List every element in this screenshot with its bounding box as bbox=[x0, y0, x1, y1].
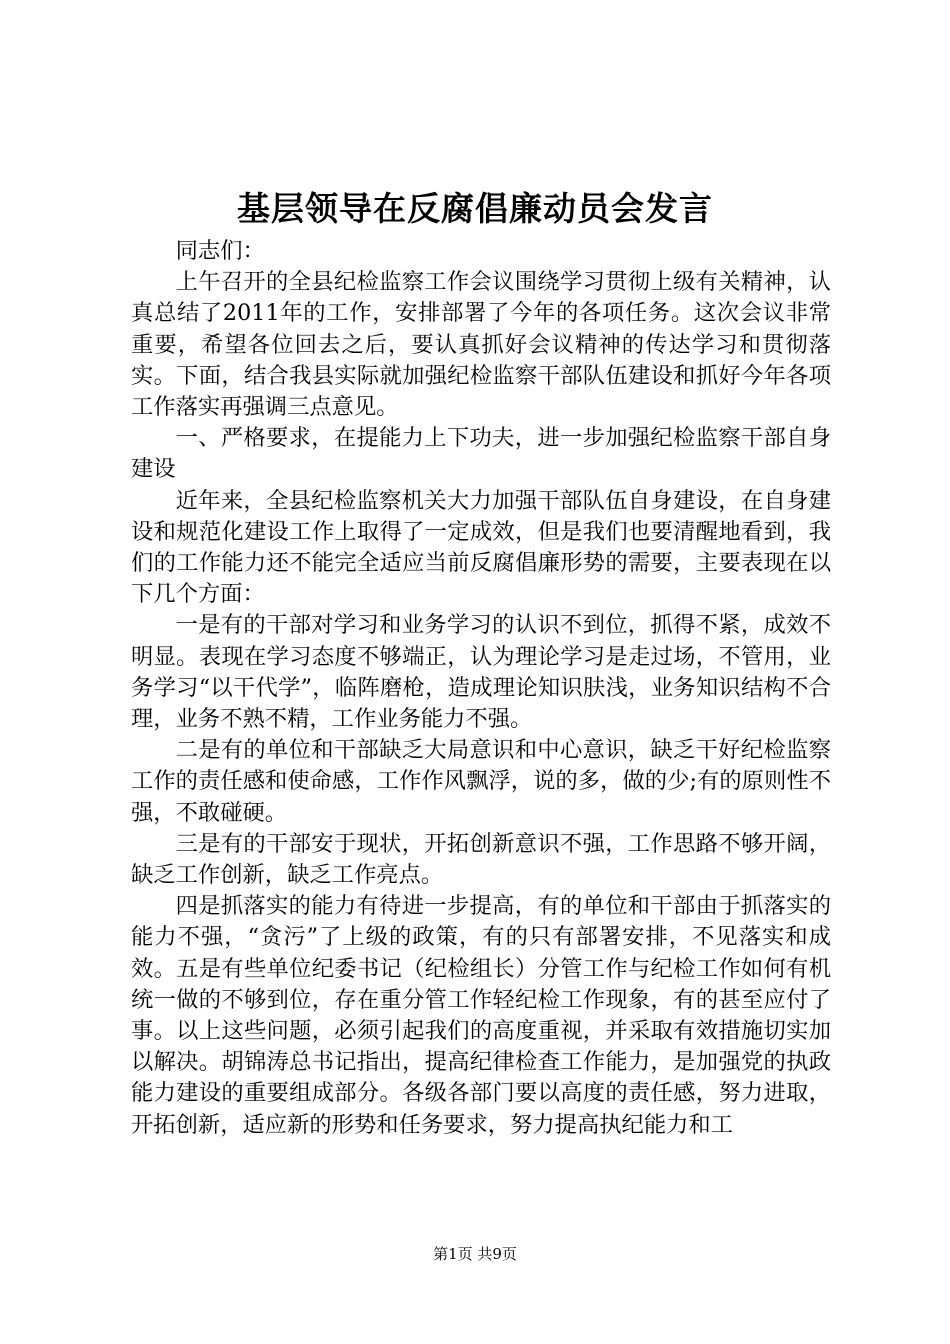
document-title: 基层领导在反腐倡廉动员会发言 bbox=[237, 189, 713, 228]
page-number-footer: 第1页 共9页 bbox=[433, 1245, 517, 1263]
body-paragraph: 近年来，全县纪检监察机关大力加强干部队伍自身建设，在自身建设和规范化建设工作上取得了一定成效，但是我们也要清醒地看到，我们的工作能力还不能完全适应当前反腐倡廉形势的需要，主要表现在以下几个方面： bbox=[131, 487, 831, 608]
body-paragraph: 三是有的干部安于现状，开拓创新意识不强，工作思路不够开阔，缺乏工作创新，缺乏工作亮点。 bbox=[131, 830, 831, 889]
section-heading-1: 一、严格要求，在提能力上下功夫，进一步加强纪检监察干部自身建设 bbox=[131, 425, 831, 483]
body-paragraph: 一是有的干部对学习和业务学习的认识不到位，抓得不紧，成效不明显。表现在学习态度不够端正，认为理论学习是走过场，不管用，业务学习“以干代学”，临阵磨枪，造成理论知识肤浅，业务知识结构不合理，业务不熟不精，工作业务能力不强。 bbox=[131, 612, 831, 733]
intro-paragraph: 上午召开的全县纪检监察工作会议围绕学习贯彻上级有关精神，认真总结了2011年的工作，安排部署了今年的各项任务。这次会议非常重要，希望各位回去之后，要认真抓好会议精神的传达学习和贯彻落实。下面，结合我县实际就加强纪检监察干部队伍建设和抓好今年各项工作落实再强调三点意见。 bbox=[131, 269, 831, 421]
body-paragraph: 二是有的单位和干部缺乏大局意识和中心意识，缺乏干好纪检监察工作的责任感和使命感，工作作风飘浮，说的多，做的少;有的原则性不强，不敢碰硬。 bbox=[131, 737, 831, 826]
body-paragraph: 四是抓落实的能力有待进一步提高，有的单位和干部由于抓落实的能力不强，“贪污”了上级的政策，有的只有部署安排，不见落实和成效。五是有些单位纪委书记（纪检组长）分管工作与纪检工作如何有机统一做的不够到位，存在重分管工作轻纪检工作现象，有的甚至应付了事。以上这些问题，必须引起我们的高度重视，并采取有效措施切实加以解决。胡锦涛总书记指出，提高纪律检查工作能力，是加强党的执政能力建设的重要组成部分。各级各部门要以高度的责任感，努力进取，开拓创新，适应新的形势和任务要求，努力提高执纪能力和工 bbox=[131, 893, 831, 1138]
salutation-paragraph: 同志们： bbox=[175, 238, 265, 264]
document-body bbox=[131, 236, 831, 1141]
